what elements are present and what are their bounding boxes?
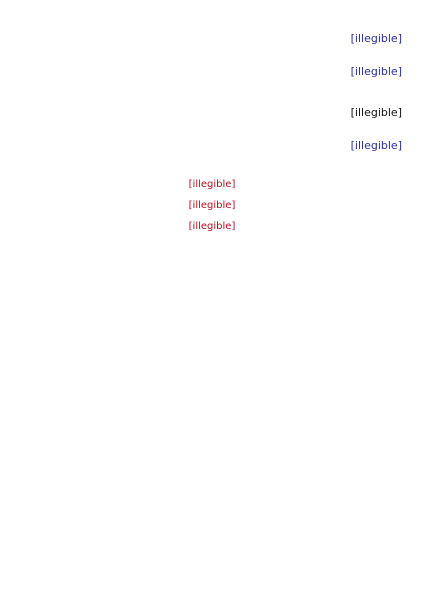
poem-block xyxy=(22,174,402,237)
poem-line-3: [illegible] xyxy=(188,221,236,232)
main-body-paragraph: [illegible] xyxy=(350,106,402,119)
intro-paragraph: [illegible] xyxy=(350,32,402,45)
poem-line-2: [illegible] xyxy=(188,200,236,211)
poem-line-1: [illegible] xyxy=(188,179,236,190)
second-paragraph: [illegible] xyxy=(350,65,402,78)
closing-paragraph: [illegible] xyxy=(350,139,402,152)
